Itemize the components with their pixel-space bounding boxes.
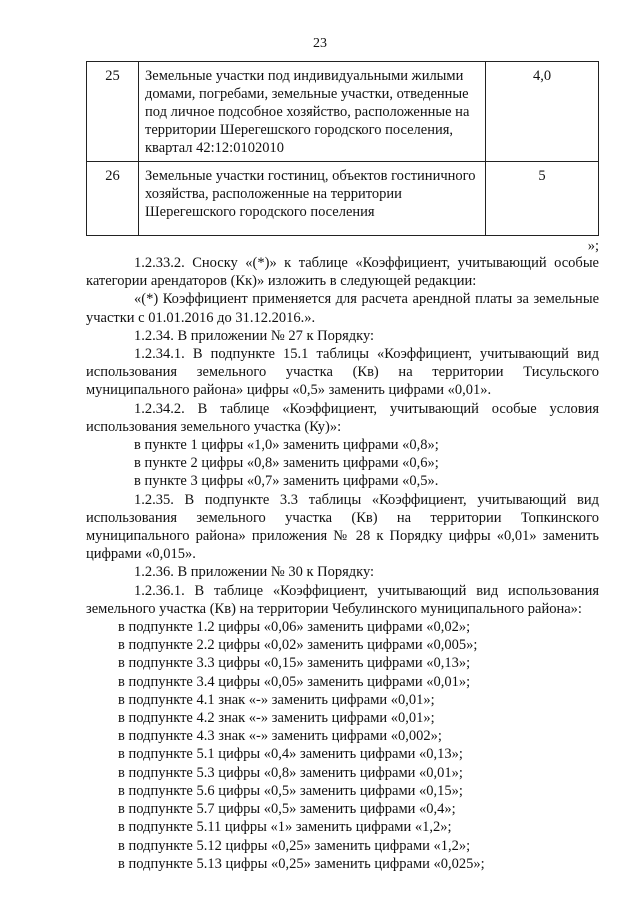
- document-body: [86, 254, 599, 873]
- table-row: [87, 62, 599, 162]
- list-item: в подпункте 3.3 цифры «0,15» заменить цифрами «0,13»;: [118, 655, 471, 672]
- row-description: Земельные участки под индивидуальными жилыми домами, погребами, земельные участки, отведенные под личное подсобное хозяйство, расположенные на территории Шерегешского городского поселения, квартал 42:12:0102010: [139, 62, 486, 162]
- list-item: в пункте 2 цифры «0,8» заменить цифрами «0,6»;: [134, 455, 439, 472]
- paragraph: «(*) Коэффициент применяется для расчета арендной платы за земельные участки с 01.01.2016 до 31.12.2016.».: [86, 291, 599, 326]
- list-item: в подпункте 5.13 цифры «0,25» заменить цифрами «0,025»;: [118, 855, 485, 872]
- paragraph: 1.2.36. В приложении № 30 к Порядку:: [134, 564, 375, 581]
- page-number: 23: [313, 36, 327, 51]
- table-row: [87, 162, 599, 236]
- list-item: в пункте 1 цифры «1,0» заменить цифрами «0,8»;: [134, 437, 439, 454]
- list-item: в подпункте 2.2 цифры «0,02» заменить цифрами «0,005»;: [118, 637, 478, 654]
- list-item: в подпункте 5.3 цифры «0,8» заменить цифрами «0,01»;: [118, 764, 463, 781]
- paragraph: 1.2.34.2. В таблице «Коэффициент, учитывающий особые условия использования земельного участка (Ку)»:: [86, 400, 599, 435]
- table-closing-quote: »;: [587, 238, 599, 254]
- list-item: в пункте 3 цифры «0,7» заменить цифрами «0,5».: [134, 473, 439, 490]
- row-number: 25: [87, 62, 139, 162]
- row-description: Земельные участки гостиниц, объектов гостиничного хозяйства, расположенные на территории Шерегешского городского поселения: [139, 162, 486, 236]
- row-value: 4,0: [486, 62, 599, 162]
- list-item: в подпункте 4.2 знак «-» заменить цифрами «0,01»;: [118, 710, 435, 727]
- paragraph: 1.2.36.1. В таблице «Коэффициент, учитывающий вид использования земельного участка (Кв) на территории Чебулинского муниципального района»:: [86, 582, 599, 617]
- paragraph: 1.2.34.1. В подпункте 15.1 таблицы «Коэффициент, учитывающий вид использования земельного участка (Кв) на территории Тисульского муниципального района» цифры «0,5» заменить цифрами «0,01».: [86, 346, 599, 399]
- list-item: в подпункте 4.1 знак «-» заменить цифрами «0,01»;: [118, 691, 435, 708]
- row-value: 5: [486, 162, 599, 236]
- list-item: в подпункте 5.11 цифры «1» заменить цифрами «1,2»;: [118, 819, 452, 836]
- coefficient-table: [86, 61, 599, 236]
- list-item: в подпункте 5.12 цифры «0,25» заменить цифрами «1,2»;: [118, 837, 471, 854]
- paragraph: 1.2.33.2. Сноску «(*)» к таблице «Коэффициент, учитывающий особые категории арендаторов (Кк)» изложить в следующей редакции:: [86, 255, 599, 290]
- list-item: в подпункте 5.7 цифры «0,5» заменить цифрами «0,4»;: [118, 801, 456, 818]
- paragraph: 1.2.34. В приложении № 27 к Порядку:: [134, 327, 375, 344]
- list-item: в подпункте 5.1 цифры «0,4» заменить цифрами «0,13»;: [118, 746, 463, 763]
- paragraph: 1.2.35. В подпункте 3.3 таблицы «Коэффициент, учитывающий вид использования земельного участка (Кв) на территории Топкинского муниципального района» приложения № 28 к Порядку цифры «0,01» заменить цифрами «0,015».: [86, 491, 599, 563]
- list-item: в подпункте 5.6 цифры «0,5» заменить цифрами «0,15»;: [118, 782, 463, 799]
- list-item: в подпункте 3.4 цифры «0,05» заменить цифрами «0,01»;: [118, 673, 471, 690]
- row-number: 26: [87, 162, 139, 236]
- list-item: в подпункте 1.2 цифры «0,06» заменить цифрами «0,02»;: [118, 619, 471, 636]
- list-item: в подпункте 4.3 знак «-» заменить цифрами «0,002»;: [118, 728, 442, 745]
